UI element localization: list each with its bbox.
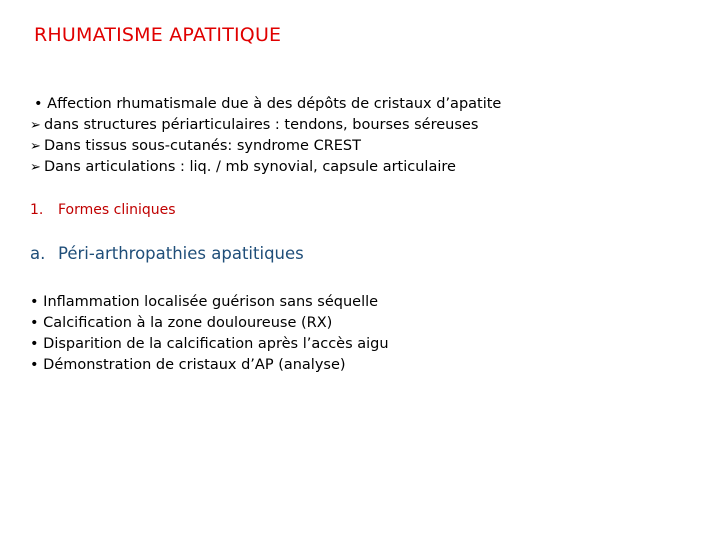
list-item: • Calcification à la zone douloureuse (RX) [30, 315, 333, 331]
section-heading-formes-cliniques [30, 202, 176, 218]
subsection-letter: a. [30, 244, 46, 263]
arrow-item-text: dans structures périarticulaires : tendons, bourses séreuses [44, 117, 479, 133]
section-number: 1. [30, 202, 44, 218]
arrow-item-text: Dans tissus sous-cutanés: syndrome CREST [44, 138, 361, 154]
intro-block [30, 94, 501, 178]
slide-title: RHUMATISME APATITIQUE [34, 24, 282, 46]
arrow-bullet-icon: ➢ [30, 118, 41, 133]
list-item: • Disparition de la calcification après l’accès aigu [30, 336, 389, 352]
arrow-bullet-icon: ➢ [30, 160, 41, 175]
arrow-bullet-icon: ➢ [30, 139, 41, 154]
list-item: • Inflammation localisée guérison sans séquelle [30, 294, 379, 310]
arrow-item-text: Dans articulations : liq. / mb synovial, capsule articulaire [44, 159, 456, 175]
list-item: • Démonstration de cristaux d’AP (analyse) [30, 357, 346, 373]
arrow-item [30, 136, 501, 157]
subsection-heading-peri-arthropathies [30, 244, 304, 263]
arrow-item [30, 115, 501, 136]
subsection-label: Péri-arthropathies apatitiques [58, 244, 304, 263]
arrow-item [30, 157, 501, 178]
section-label: Formes cliniques [58, 202, 176, 218]
intro-bullet: • Affection rhumatismale due à des dépôts de cristaux d’apatite [34, 96, 502, 112]
points-list [30, 292, 389, 376]
